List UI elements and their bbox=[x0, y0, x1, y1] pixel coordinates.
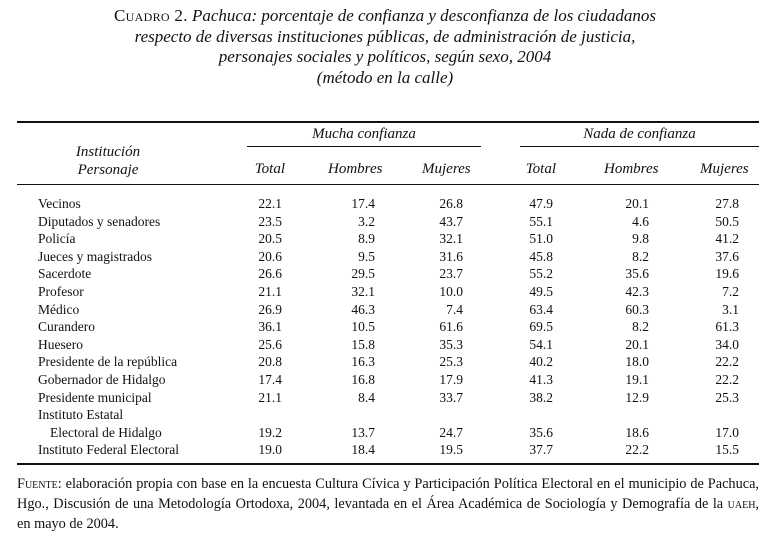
row-label-header bbox=[52, 143, 164, 179]
table-cell: 9.8 bbox=[632, 231, 649, 247]
table-cell: 16.3 bbox=[351, 354, 375, 370]
table-cell: 23.7 bbox=[439, 266, 463, 282]
table-title bbox=[0, 6, 770, 88]
footnote-label: Fuente: bbox=[17, 476, 62, 492]
header-personaje: Personaje bbox=[77, 162, 139, 178]
title-line-2: respecto de diversas instituciones públicas, de administración de justicia, bbox=[134, 26, 636, 46]
table-cell: 20.5 bbox=[258, 231, 282, 247]
table-cell: 22.2 bbox=[715, 354, 739, 370]
table-cell: 8.2 bbox=[632, 319, 649, 335]
table-cell: 35.6 bbox=[529, 424, 553, 440]
table-cell: 9.5 bbox=[358, 248, 375, 264]
row-label: Presidente de la república bbox=[38, 354, 178, 370]
table-cell: 8.2 bbox=[632, 248, 649, 264]
table-cell: 29.5 bbox=[351, 266, 375, 282]
table-cell: 27.8 bbox=[715, 196, 739, 211]
col-header-hombres-2: Hombres bbox=[604, 161, 659, 177]
table-cell: 31.6 bbox=[439, 248, 463, 264]
table-cell: 35.3 bbox=[439, 336, 463, 352]
col-header-total-2: Total bbox=[525, 161, 556, 177]
table-cell: 32.1 bbox=[351, 284, 375, 299]
table-cell: 13.7 bbox=[351, 424, 375, 440]
table-cell: 17.0 bbox=[715, 424, 739, 440]
table-cell: 36.1 bbox=[258, 319, 282, 335]
group-header-mucha: Mucha confianza bbox=[312, 126, 416, 142]
table-cell: 7.4 bbox=[446, 301, 463, 317]
row-label: Curandero bbox=[38, 319, 95, 335]
table-cell: 24.7 bbox=[439, 424, 463, 440]
row-label: Vecinos bbox=[38, 196, 81, 211]
col-header-mujeres-2: Mujeres bbox=[700, 161, 749, 177]
table-cell: 19.0 bbox=[258, 442, 282, 458]
row-label: Profesor bbox=[38, 284, 84, 299]
table-cell: 47.9 bbox=[529, 196, 553, 211]
table-cell: 34.0 bbox=[715, 336, 739, 352]
title-line-1: Cuadro 2. Pachuca: porcentaje de confianza y desconfianza de los ciudadanos bbox=[114, 6, 656, 25]
table-cell: 10.5 bbox=[351, 319, 375, 335]
row-label: Jueces y magistrados bbox=[38, 248, 152, 264]
table-cell: 19.2 bbox=[258, 424, 282, 440]
table-cell: 43.7 bbox=[439, 213, 463, 229]
table-cell: 3.2 bbox=[358, 213, 375, 229]
table-cell: 19.5 bbox=[439, 442, 463, 458]
table-cell: 55.1 bbox=[529, 213, 553, 229]
table-cell: 63.4 bbox=[529, 301, 553, 317]
table-cell: 51.0 bbox=[529, 231, 553, 247]
title-line-4: (método en la calle) bbox=[316, 67, 454, 87]
top-rule bbox=[17, 121, 759, 123]
table-cell: 20.1 bbox=[625, 196, 649, 211]
row-label: Huesero bbox=[38, 336, 83, 352]
table-cell: 38.2 bbox=[529, 389, 553, 405]
table-cell: 61.6 bbox=[439, 319, 463, 335]
table-cell: 40.2 bbox=[529, 354, 553, 370]
table-cell: 10.0 bbox=[439, 284, 463, 299]
table-cell: 37.7 bbox=[529, 442, 553, 458]
table-cell: 54.1 bbox=[529, 336, 553, 352]
row-label: Diputados y senadores bbox=[38, 213, 161, 229]
table-cell: 21.1 bbox=[258, 389, 282, 405]
table-cell: 41.2 bbox=[715, 231, 739, 247]
table-cell: 7.2 bbox=[722, 284, 739, 299]
table-cell: 19.1 bbox=[625, 372, 649, 387]
row-label: Sacerdote bbox=[38, 266, 92, 282]
table-cell: 22.2 bbox=[625, 442, 649, 458]
table-cell: 18.0 bbox=[625, 354, 649, 370]
table-cell: 32.1 bbox=[439, 231, 463, 247]
table-cell: 46.3 bbox=[351, 301, 375, 317]
table-number: Cuadro 2. bbox=[114, 6, 188, 25]
row-label-continued: Electoral de Hidalgo bbox=[50, 424, 162, 440]
table-cell: 22.1 bbox=[258, 196, 282, 211]
table-cell: 18.6 bbox=[625, 424, 649, 440]
footnote-text-2: , en mayo de 2004. bbox=[17, 496, 759, 532]
table-cell: 15.8 bbox=[351, 336, 375, 352]
bottom-rule bbox=[17, 463, 759, 465]
table-cell: 21.1 bbox=[258, 284, 282, 299]
table-cell: 3.1 bbox=[722, 301, 739, 317]
row-label: Instituto Federal Electoral bbox=[38, 442, 179, 458]
table-cell: 19.6 bbox=[715, 266, 739, 282]
title-line-3: personajes sociales y políticos, según sexo, 2004 bbox=[218, 47, 552, 66]
table-cell: 26.8 bbox=[439, 196, 463, 211]
col-header-hombres-1: Hombres bbox=[328, 161, 383, 177]
row-label: Policía bbox=[38, 231, 76, 247]
footnote-text-1: elaboración propia con base en la encuesta Cultura Cívica y Participación Política Electoral en el municipio de Pachuca, Hgo., Discusión de una Metodología Ortodoxa, 2004, levantada en el Área Académica de Sociología y Demografía de la bbox=[17, 476, 759, 512]
table-cell: 20.8 bbox=[258, 354, 282, 370]
table-cell: 60.3 bbox=[625, 301, 649, 317]
table-cell: 37.6 bbox=[715, 248, 739, 264]
table-cell: 26.6 bbox=[258, 266, 282, 282]
table-cell: 45.8 bbox=[529, 248, 553, 264]
table-cell: 4.6 bbox=[632, 213, 649, 229]
row-label: Presidente municipal bbox=[38, 389, 152, 405]
group2-underline bbox=[520, 146, 759, 147]
table-cell: 17.4 bbox=[351, 196, 375, 211]
table-cell: 20.1 bbox=[625, 336, 649, 352]
table-cell: 42.3 bbox=[625, 284, 649, 299]
table-cell: 26.9 bbox=[258, 301, 282, 317]
table-cell: 61.3 bbox=[715, 319, 739, 335]
table-cell: 55.2 bbox=[529, 266, 553, 282]
table-cell: 33.7 bbox=[439, 389, 463, 405]
table-cell: 18.4 bbox=[351, 442, 375, 458]
table-cell: 23.5 bbox=[258, 213, 282, 229]
table-cell: 17.4 bbox=[258, 372, 282, 387]
table-cell: 49.5 bbox=[529, 284, 553, 299]
table-cell: 8.4 bbox=[358, 389, 375, 405]
table-cell: 35.6 bbox=[625, 266, 649, 282]
table-cell: 50.5 bbox=[715, 213, 739, 229]
table-cell: 15.5 bbox=[715, 442, 739, 458]
table-cell: 25.3 bbox=[439, 354, 463, 370]
group-header-nada: Nada de confianza bbox=[583, 126, 696, 142]
header-rule bbox=[17, 184, 759, 185]
group1-underline bbox=[247, 146, 481, 147]
header-institucion: Institución bbox=[75, 144, 141, 160]
table-cell: 41.3 bbox=[529, 372, 553, 387]
table-cell: 22.2 bbox=[715, 372, 739, 387]
row-label: Médico bbox=[38, 301, 80, 317]
table-cell: 25.3 bbox=[715, 389, 739, 405]
table-cell: 17.9 bbox=[439, 372, 463, 387]
col-header-total-1: Total bbox=[254, 161, 285, 177]
row-label: Instituto Estatal bbox=[38, 407, 124, 423]
table-cell: 69.5 bbox=[529, 319, 553, 335]
table-cell: 8.9 bbox=[358, 231, 375, 247]
footnote-uaeh: uaeh bbox=[727, 496, 756, 512]
table-cell: 16.8 bbox=[351, 372, 375, 387]
col-header-mujeres-1: Mujeres bbox=[422, 161, 471, 177]
table-cell: 20.6 bbox=[258, 248, 282, 264]
row-label: Gobernador de Hidalgo bbox=[38, 372, 166, 387]
footnote bbox=[17, 474, 759, 534]
table-cell: 12.9 bbox=[625, 389, 649, 405]
table-cell: 25.6 bbox=[258, 336, 282, 352]
